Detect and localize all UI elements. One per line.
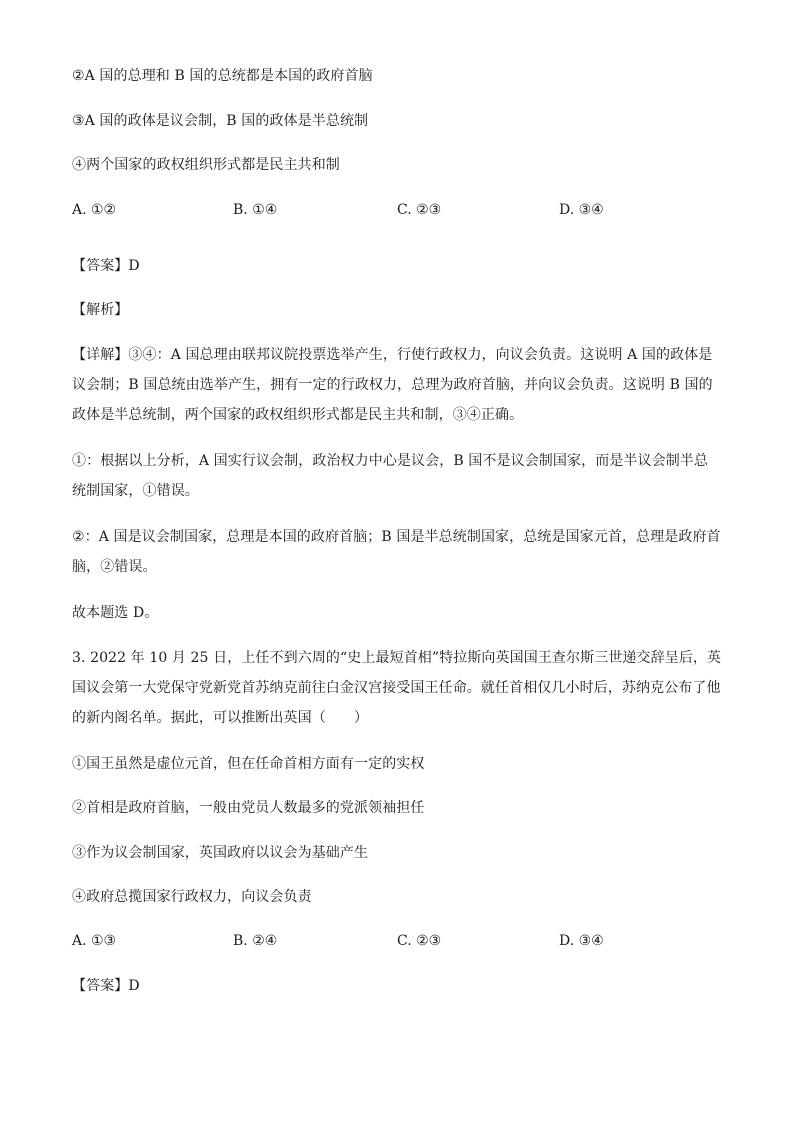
q3-option-b: B. ②④ bbox=[233, 933, 278, 949]
q3-statement-1: ①国王虽然是虚位元首，但在任命首相方面有一定的实权 bbox=[72, 756, 425, 772]
q2-conclusion: 故本题选 D。 bbox=[72, 605, 159, 621]
q2-option-a: A. ①② bbox=[72, 202, 117, 218]
q3-statement-4: ④政府总揽国家行政权力，向议会负责 bbox=[72, 889, 312, 905]
q2-reason-1: ①：根据以上分析，A 国实行议会制，政治权力中心是议会，B 国不是议会制国家，而是半议会制半总统制国家，①错误。 bbox=[72, 453, 708, 499]
q2-detail-paragraph: 【详解】③④：A 国总理由联邦议院投票选举产生，行使行政权力，向议会负责。这说明 A 国的政体是议会制；B 国总统由选举产生，拥有一定的行政权力，总理为政府首脑，并向议会负责。这说明 B 国的政体是半总统制，两个国家的政权组织形式都是民主共和制，③④正确。 bbox=[72, 347, 713, 423]
q3-stem: 3. 2022 年 10 月 25 日，上任不到六周的“史上最短首相”特拉斯向英国国王查尔斯三世递交辞呈后，英国议会第一大党保守党新党首苏纳克前往白金汉宫接受国王任命。就任首相仅几小时后，苏纳克公布了他的新内阁名单。据此，可以推断出英国（ ） bbox=[72, 650, 722, 726]
q2-answer: 【答案】D bbox=[72, 258, 140, 274]
q3-statement-2: ②首相是政府首脑，一般由党员人数最多的党派领袖担任 bbox=[72, 800, 425, 816]
q2-option-b: B. ①④ bbox=[233, 202, 278, 218]
q2-statement-2: ②A 国的总理和 B 国的总统都是本国的政府首脑 bbox=[72, 68, 373, 84]
q3-statement-3: ③作为议会制国家，英国政府以议会为基础产生 bbox=[72, 845, 369, 861]
q3-option-c: C. ②③ bbox=[397, 933, 442, 949]
q2-statement-4: ④两个国家的政权组织形式都是民主共和制 bbox=[72, 157, 340, 173]
q2-option-c: C. ②③ bbox=[397, 202, 442, 218]
q2-analysis-heading: 【解析】 bbox=[72, 302, 129, 318]
q2-reason-2: ②：A 国是议会制国家，总理是本国的政府首脑；B 国是半总统制国家，总统是国家元首，总理是政府首脑，②错误。 bbox=[72, 529, 721, 575]
q2-statement-3: ③A 国的政体是议会制，B 国的政体是半总统制 bbox=[72, 113, 369, 129]
q3-option-a: A. ①③ bbox=[72, 933, 117, 949]
q3-answer: 【答案】D bbox=[72, 978, 140, 994]
q3-option-d: D. ③④ bbox=[559, 933, 604, 949]
q2-option-d: D. ③④ bbox=[559, 202, 604, 218]
